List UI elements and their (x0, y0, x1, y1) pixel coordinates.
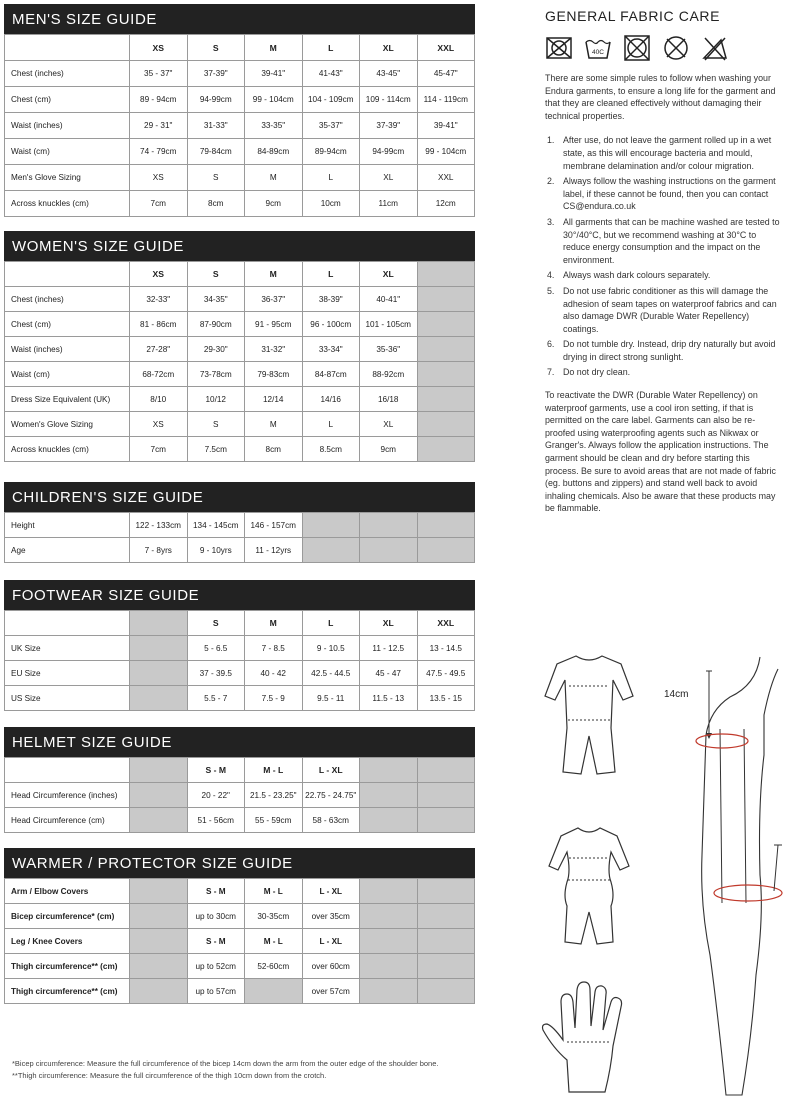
table-row (5, 387, 475, 412)
table-cell: 35-36" (360, 337, 418, 362)
table-row (5, 412, 475, 437)
table-cell: 8cm (245, 437, 303, 462)
table-cell: XL (360, 165, 418, 191)
column-header: S (187, 35, 245, 61)
care-list-item (545, 366, 785, 379)
table-row (5, 139, 475, 165)
table-cell: 58 - 63cm (302, 808, 360, 833)
table-row (5, 879, 475, 904)
header-corner (5, 611, 130, 636)
header-corner (5, 758, 130, 783)
table-cell: 41-43" (302, 61, 360, 87)
row-label: Leg / Knee Covers (5, 929, 130, 954)
table-cell: 47.5 - 49.5 (417, 661, 475, 686)
table-cell: 40 - 42 (245, 661, 303, 686)
table-cell: 51 - 56cm (187, 808, 245, 833)
table-cell: 27-28" (130, 337, 188, 362)
table-cell: L - XL (302, 929, 360, 954)
table-cell: 13.5 - 15 (417, 686, 475, 711)
table-cell: 7 - 8yrs (130, 538, 188, 563)
table-cell: XS (130, 412, 188, 437)
table-cell: 8/10 (130, 387, 188, 412)
column-header: L - XL (302, 758, 360, 783)
table-row (5, 87, 475, 113)
care-intro: There are some simple rules to follow when washing your Endura garments, to ensure a long life for the garment and that they are cleaned effectively without damaging their technical properties. (545, 73, 776, 121)
table-cell: 35 - 37" (130, 61, 188, 87)
helmet-size-table (4, 757, 475, 833)
column-header: M (245, 611, 303, 636)
column-header: L (302, 35, 360, 61)
table-cell: 21.5 - 23.25" (245, 783, 303, 808)
header-corner (5, 35, 130, 61)
table-row (5, 437, 475, 462)
column-header: M - L (245, 758, 303, 783)
table-cell: 39-41" (417, 113, 475, 139)
table-cell: XS (130, 165, 188, 191)
table-cell: 5.5 - 7 (187, 686, 245, 711)
table-cell: 89-94cm (302, 139, 360, 165)
table-cell: L - XL (302, 879, 360, 904)
care-item-text: Do not dry clean. (563, 367, 631, 378)
care-item-number: 2. (547, 176, 555, 187)
table-row (5, 538, 475, 563)
row-label: Dress Size Equivalent (UK) (5, 387, 130, 412)
row-label: Arm / Elbow Covers (5, 879, 130, 904)
row-label: Across knuckles (cm) (5, 437, 130, 462)
header-corner (5, 262, 130, 287)
table-cell: 55 - 59cm (245, 808, 303, 833)
limb-measure-figure (660, 655, 788, 1100)
table-cell: 20 - 22" (187, 783, 245, 808)
table-row (5, 636, 475, 661)
table-header-row (5, 758, 475, 783)
table-cell: up to 52cm (187, 954, 245, 979)
table-cell: 146 - 157cm (245, 513, 303, 538)
row-label: Waist (inches) (5, 337, 130, 362)
table-cell: 45-47" (417, 61, 475, 87)
table-cell: 11cm (360, 191, 418, 217)
childrens-size-guide (4, 482, 475, 563)
grey-cell (130, 879, 188, 904)
row-label: Men's Glove Sizing (5, 165, 130, 191)
table-cell: 12cm (417, 191, 475, 217)
grey-cell (417, 262, 475, 287)
table-cell: 68-72cm (130, 362, 188, 387)
footnote-thigh: **Thigh circumference: Measure the full circumference of the thigh 10cm down from the crotch. (12, 1071, 327, 1080)
table-cell: 84-87cm (302, 362, 360, 387)
grey-cell (417, 312, 475, 337)
care-list-item (545, 285, 785, 335)
row-label: Height (5, 513, 130, 538)
row-label: Across knuckles (cm) (5, 191, 130, 217)
table-cell: over 57cm (302, 979, 360, 1004)
grey-cell (130, 954, 188, 979)
table-cell: 99 - 104cm (245, 87, 303, 113)
childrens-size-table (4, 512, 475, 563)
row-label: Head Circumference (inches) (5, 783, 130, 808)
table-cell: 7.5cm (187, 437, 245, 462)
footwear-size-table (4, 610, 475, 711)
grey-cell (130, 686, 188, 711)
table-cell: 81 - 86cm (130, 312, 188, 337)
table-cell: 122 - 133cm (130, 513, 188, 538)
table-cell: 87-90cm (187, 312, 245, 337)
row-label: Thigh circumference** (cm) (5, 979, 130, 1004)
table-cell: 43-45" (360, 61, 418, 87)
grey-cell (130, 979, 188, 1004)
care-item-number: 7. (547, 367, 555, 378)
table-cell: 29-30" (187, 337, 245, 362)
table-cell: 40-41" (360, 287, 418, 312)
table-cell: 9 - 10yrs (187, 538, 245, 563)
grey-cell (360, 783, 418, 808)
table-cell: 84-89cm (245, 139, 303, 165)
column-header: S (187, 262, 245, 287)
footwear-size-guide (4, 580, 475, 711)
care-list-item (545, 175, 785, 213)
grey-cell (360, 929, 418, 954)
table-cell: 8cm (187, 191, 245, 217)
table-row (5, 686, 475, 711)
row-label: Head Circumference (cm) (5, 808, 130, 833)
table-cell: 7.5 - 9 (245, 686, 303, 711)
table-cell: 31-33" (187, 113, 245, 139)
grey-cell (417, 954, 475, 979)
table-cell: S (187, 165, 245, 191)
column-header: XS (130, 35, 188, 61)
table-cell: 37-39" (187, 61, 245, 87)
care-item-text: Do not tumble dry. Instead, drip dry naturally but avoid drying in direct strong sunlight. (563, 339, 776, 362)
table-row (5, 808, 475, 833)
table-cell: 96 - 100cm (302, 312, 360, 337)
table-header-row (5, 35, 475, 61)
care-item-text: Always follow the washing instructions on the garment label, if these cannot be found, then you can contact CS@endura.co.uk (563, 176, 776, 212)
column-header: XS (130, 262, 188, 287)
table-cell: S - M (187, 929, 245, 954)
table-cell: 10/12 (187, 387, 245, 412)
care-item-number: 1. (547, 135, 555, 146)
grey-cell (417, 979, 475, 1004)
care-list-item (545, 134, 785, 172)
care-item-text: Do not use fabric conditioner as this will damage the adhesion of seam tapes on waterproof fabrics and can also damage DWR (Durable Water Repellency) coatings. (563, 285, 777, 334)
table-row (5, 954, 475, 979)
grey-cell (360, 904, 418, 929)
table-cell: over 60cm (302, 954, 360, 979)
grey-cell (360, 954, 418, 979)
column-header: M (245, 262, 303, 287)
care-list (545, 134, 785, 379)
care-item-number: 4. (547, 270, 555, 281)
row-label: US Size (5, 686, 130, 711)
warmer-section-title: WARMER / PROTECTOR SIZE GUIDE (4, 848, 475, 878)
table-row (5, 513, 475, 538)
table-cell: S (187, 412, 245, 437)
table-cell: 38-39" (302, 287, 360, 312)
female-body-figure (545, 822, 633, 948)
row-label: Waist (inches) (5, 113, 130, 139)
table-cell: 33-35" (245, 113, 303, 139)
table-cell: 16/18 (360, 387, 418, 412)
table-cell: L (302, 165, 360, 191)
table-cell: 11 - 12yrs (245, 538, 303, 563)
care-list-item (545, 216, 785, 266)
table-cell: 7 - 8.5 (245, 636, 303, 661)
grey-cell (302, 538, 360, 563)
table-cell: 9cm (245, 191, 303, 217)
footwear-section-title: FOOTWEAR SIZE GUIDE (4, 580, 475, 610)
grey-cell (417, 783, 475, 808)
wash-40c-icon (584, 34, 612, 62)
grey-cell (130, 758, 188, 783)
table-cell: 31-32" (245, 337, 303, 362)
care-item-text: After use, do not leave the garment rolled up in a wet state, as this will encourage bacteria and mould, membrane delamination and/or colour migration. (563, 135, 772, 171)
table-cell: 99 - 104cm (417, 139, 475, 165)
care-item-text: Always wash dark colours separately. (563, 270, 711, 281)
grey-cell (417, 808, 475, 833)
column-header: XXL (417, 611, 475, 636)
grey-cell (360, 808, 418, 833)
care-item-number: 5. (547, 285, 555, 296)
row-label: Chest (cm) (5, 312, 130, 337)
table-header-row (5, 611, 475, 636)
table-cell: 7cm (130, 191, 188, 217)
row-label: Chest (cm) (5, 87, 130, 113)
grey-cell (417, 879, 475, 904)
fabric-care-panel (545, 8, 785, 515)
care-list-item (545, 269, 785, 282)
table-row (5, 337, 475, 362)
table-cell: M (245, 412, 303, 437)
table-row (5, 929, 475, 954)
table-cell: 36-37" (245, 287, 303, 312)
table-row (5, 287, 475, 312)
grey-cell (130, 929, 188, 954)
table-cell: 94-99cm (187, 87, 245, 113)
row-label: Thigh circumference** (cm) (5, 954, 130, 979)
warmer-protector-size-guide (4, 848, 475, 1004)
table-cell: M - L (245, 929, 303, 954)
table-cell: 45 - 47 (360, 661, 418, 686)
grey-cell (130, 783, 188, 808)
table-header-row (5, 262, 475, 287)
row-label: Chest (inches) (5, 61, 130, 87)
svg-text:40C: 40C (592, 49, 604, 56)
grey-cell (130, 661, 188, 686)
no-dry-clean-icon (623, 34, 651, 62)
male-body-figure (541, 650, 637, 778)
table-cell: up to 30cm (187, 904, 245, 929)
table-cell: 37 - 39.5 (187, 661, 245, 686)
grey-cell (417, 362, 475, 387)
footnote-bicep: *Bicep circumference: Measure the full circumference of the bicep 14cm down the arm from the outer edge of the shoulder bone. (12, 1059, 439, 1068)
table-cell: 89 - 94cm (130, 87, 188, 113)
table-row (5, 61, 475, 87)
table-cell: 11.5 - 13 (360, 686, 418, 711)
care-list-item (545, 338, 785, 363)
table-cell: 13 - 14.5 (417, 636, 475, 661)
row-label: Waist (cm) (5, 139, 130, 165)
childrens-section-title: CHILDREN'S SIZE GUIDE (4, 482, 475, 512)
table-cell: 22.75 - 24.75" (302, 783, 360, 808)
warmer-size-table (4, 878, 475, 1004)
table-cell: 35-37" (302, 113, 360, 139)
grey-cell (417, 758, 475, 783)
grey-cell (417, 437, 475, 462)
table-cell: 39-41" (245, 61, 303, 87)
table-cell: 79-84cm (187, 139, 245, 165)
table-cell: 33-34" (302, 337, 360, 362)
grey-cell (360, 538, 418, 563)
table-cell: up to 57cm (187, 979, 245, 1004)
table-cell: 30-35cm (245, 904, 303, 929)
table-row (5, 113, 475, 139)
mens-section-title: MEN'S SIZE GUIDE (4, 4, 475, 34)
table-row (5, 312, 475, 337)
footnotes (12, 1058, 438, 1082)
table-cell: M (245, 165, 303, 191)
table-cell: 11 - 12.5 (360, 636, 418, 661)
table-cell: 94-99cm (360, 139, 418, 165)
row-label: Age (5, 538, 130, 563)
table-cell: 9 - 10.5 (302, 636, 360, 661)
table-cell: 29 - 31" (130, 113, 188, 139)
column-header: L (302, 611, 360, 636)
mens-size-guide (4, 4, 475, 217)
table-cell: 79-83cm (245, 362, 303, 387)
table-cell: 134 - 145cm (187, 513, 245, 538)
table-row (5, 661, 475, 686)
table-row (5, 165, 475, 191)
grey-cell (245, 979, 303, 1004)
helmet-size-guide (4, 727, 475, 833)
grey-cell (417, 538, 475, 563)
row-label: UK Size (5, 636, 130, 661)
row-label: Women's Glove Sizing (5, 412, 130, 437)
grey-cell (130, 611, 188, 636)
helmet-section-title: HELMET SIZE GUIDE (4, 727, 475, 757)
grey-cell (302, 513, 360, 538)
table-cell: 12/14 (245, 387, 303, 412)
table-cell: 91 - 95cm (245, 312, 303, 337)
care-reactivate: To reactivate the DWR (Durable Water Repellency) on waterproof garments, use a cool iron setting, if that is permitted on the care label. Garments can also be re-proofed using waterproofing agents such as Nikwax or Granger's. Always follow the application instructions. The garment should be clean and dry before starting this process. Be sure to avoid areas that are not made of fabric (eg. buttons and zippers) and stand well back to avoid inhaling chemicals. Also be aware that these products may be flammable. (545, 390, 776, 514)
row-label: EU Size (5, 661, 130, 686)
table-cell: S - M (187, 879, 245, 904)
womens-size-guide (4, 231, 475, 462)
arm-measure-label: 14cm (664, 689, 689, 700)
table-cell: 37-39" (360, 113, 418, 139)
column-header: XXL (417, 35, 475, 61)
womens-section-title: WOMEN'S SIZE GUIDE (4, 231, 475, 261)
column-header: XL (360, 35, 418, 61)
table-cell: XXL (417, 165, 475, 191)
grey-cell (417, 287, 475, 312)
row-label: Chest (inches) (5, 287, 130, 312)
row-label: Bicep circumference* (cm) (5, 904, 130, 929)
table-cell: 88-92cm (360, 362, 418, 387)
care-item-text: All garments that can be machine washed are tested to 30°/40°C, but we recommend washing at 30°C to reduce energy consumption and the impact on the environment. (563, 216, 780, 265)
grey-cell (360, 513, 418, 538)
table-cell: L (302, 412, 360, 437)
womens-size-table (4, 261, 475, 462)
grey-cell (360, 879, 418, 904)
grey-cell (360, 979, 418, 1004)
table-cell: 74 - 79cm (130, 139, 188, 165)
mens-size-table (4, 34, 475, 217)
grey-cell (417, 929, 475, 954)
care-icons (545, 34, 785, 64)
column-header: XL (360, 611, 418, 636)
table-cell: 109 - 114cm (360, 87, 418, 113)
no-tumble-dry-icon (545, 34, 573, 62)
hand-figure (539, 980, 639, 1096)
table-cell: 10cm (302, 191, 360, 217)
grey-cell (130, 904, 188, 929)
column-header: S - M (187, 758, 245, 783)
table-cell: 104 - 109cm (302, 87, 360, 113)
table-cell: 34-35" (187, 287, 245, 312)
care-item-number: 3. (547, 216, 555, 227)
column-header: S (187, 611, 245, 636)
grey-cell (417, 387, 475, 412)
table-cell: 7cm (130, 437, 188, 462)
care-item-number: 6. (547, 339, 555, 350)
table-cell: 32-33" (130, 287, 188, 312)
no-bleach-icon (662, 34, 690, 62)
column-header: XL (360, 262, 418, 287)
grey-cell (417, 412, 475, 437)
grey-cell (360, 758, 418, 783)
table-cell: 14/16 (302, 387, 360, 412)
grey-cell (130, 636, 188, 661)
column-header: M (245, 35, 303, 61)
table-cell: XL (360, 412, 418, 437)
table-cell: 9cm (360, 437, 418, 462)
column-header: L (302, 262, 360, 287)
grey-cell (417, 337, 475, 362)
care-title: GENERAL FABRIC CARE (545, 8, 721, 24)
grey-cell (417, 513, 475, 538)
grey-cell (130, 808, 188, 833)
table-row (5, 904, 475, 929)
table-row (5, 979, 475, 1004)
table-cell: 73-78cm (187, 362, 245, 387)
row-label: Waist (cm) (5, 362, 130, 387)
table-cell: 5 - 6.5 (187, 636, 245, 661)
no-iron-icon (701, 34, 729, 62)
table-cell: 101 - 105cm (360, 312, 418, 337)
grey-cell (417, 904, 475, 929)
table-cell: over 35cm (302, 904, 360, 929)
table-cell: 8.5cm (302, 437, 360, 462)
table-cell: 9.5 - 11 (302, 686, 360, 711)
table-cell: 114 - 119cm (417, 87, 475, 113)
table-row (5, 783, 475, 808)
table-row (5, 362, 475, 387)
table-cell: M - L (245, 879, 303, 904)
table-row (5, 191, 475, 217)
table-cell: 42.5 - 44.5 (302, 661, 360, 686)
table-cell: 52-60cm (245, 954, 303, 979)
